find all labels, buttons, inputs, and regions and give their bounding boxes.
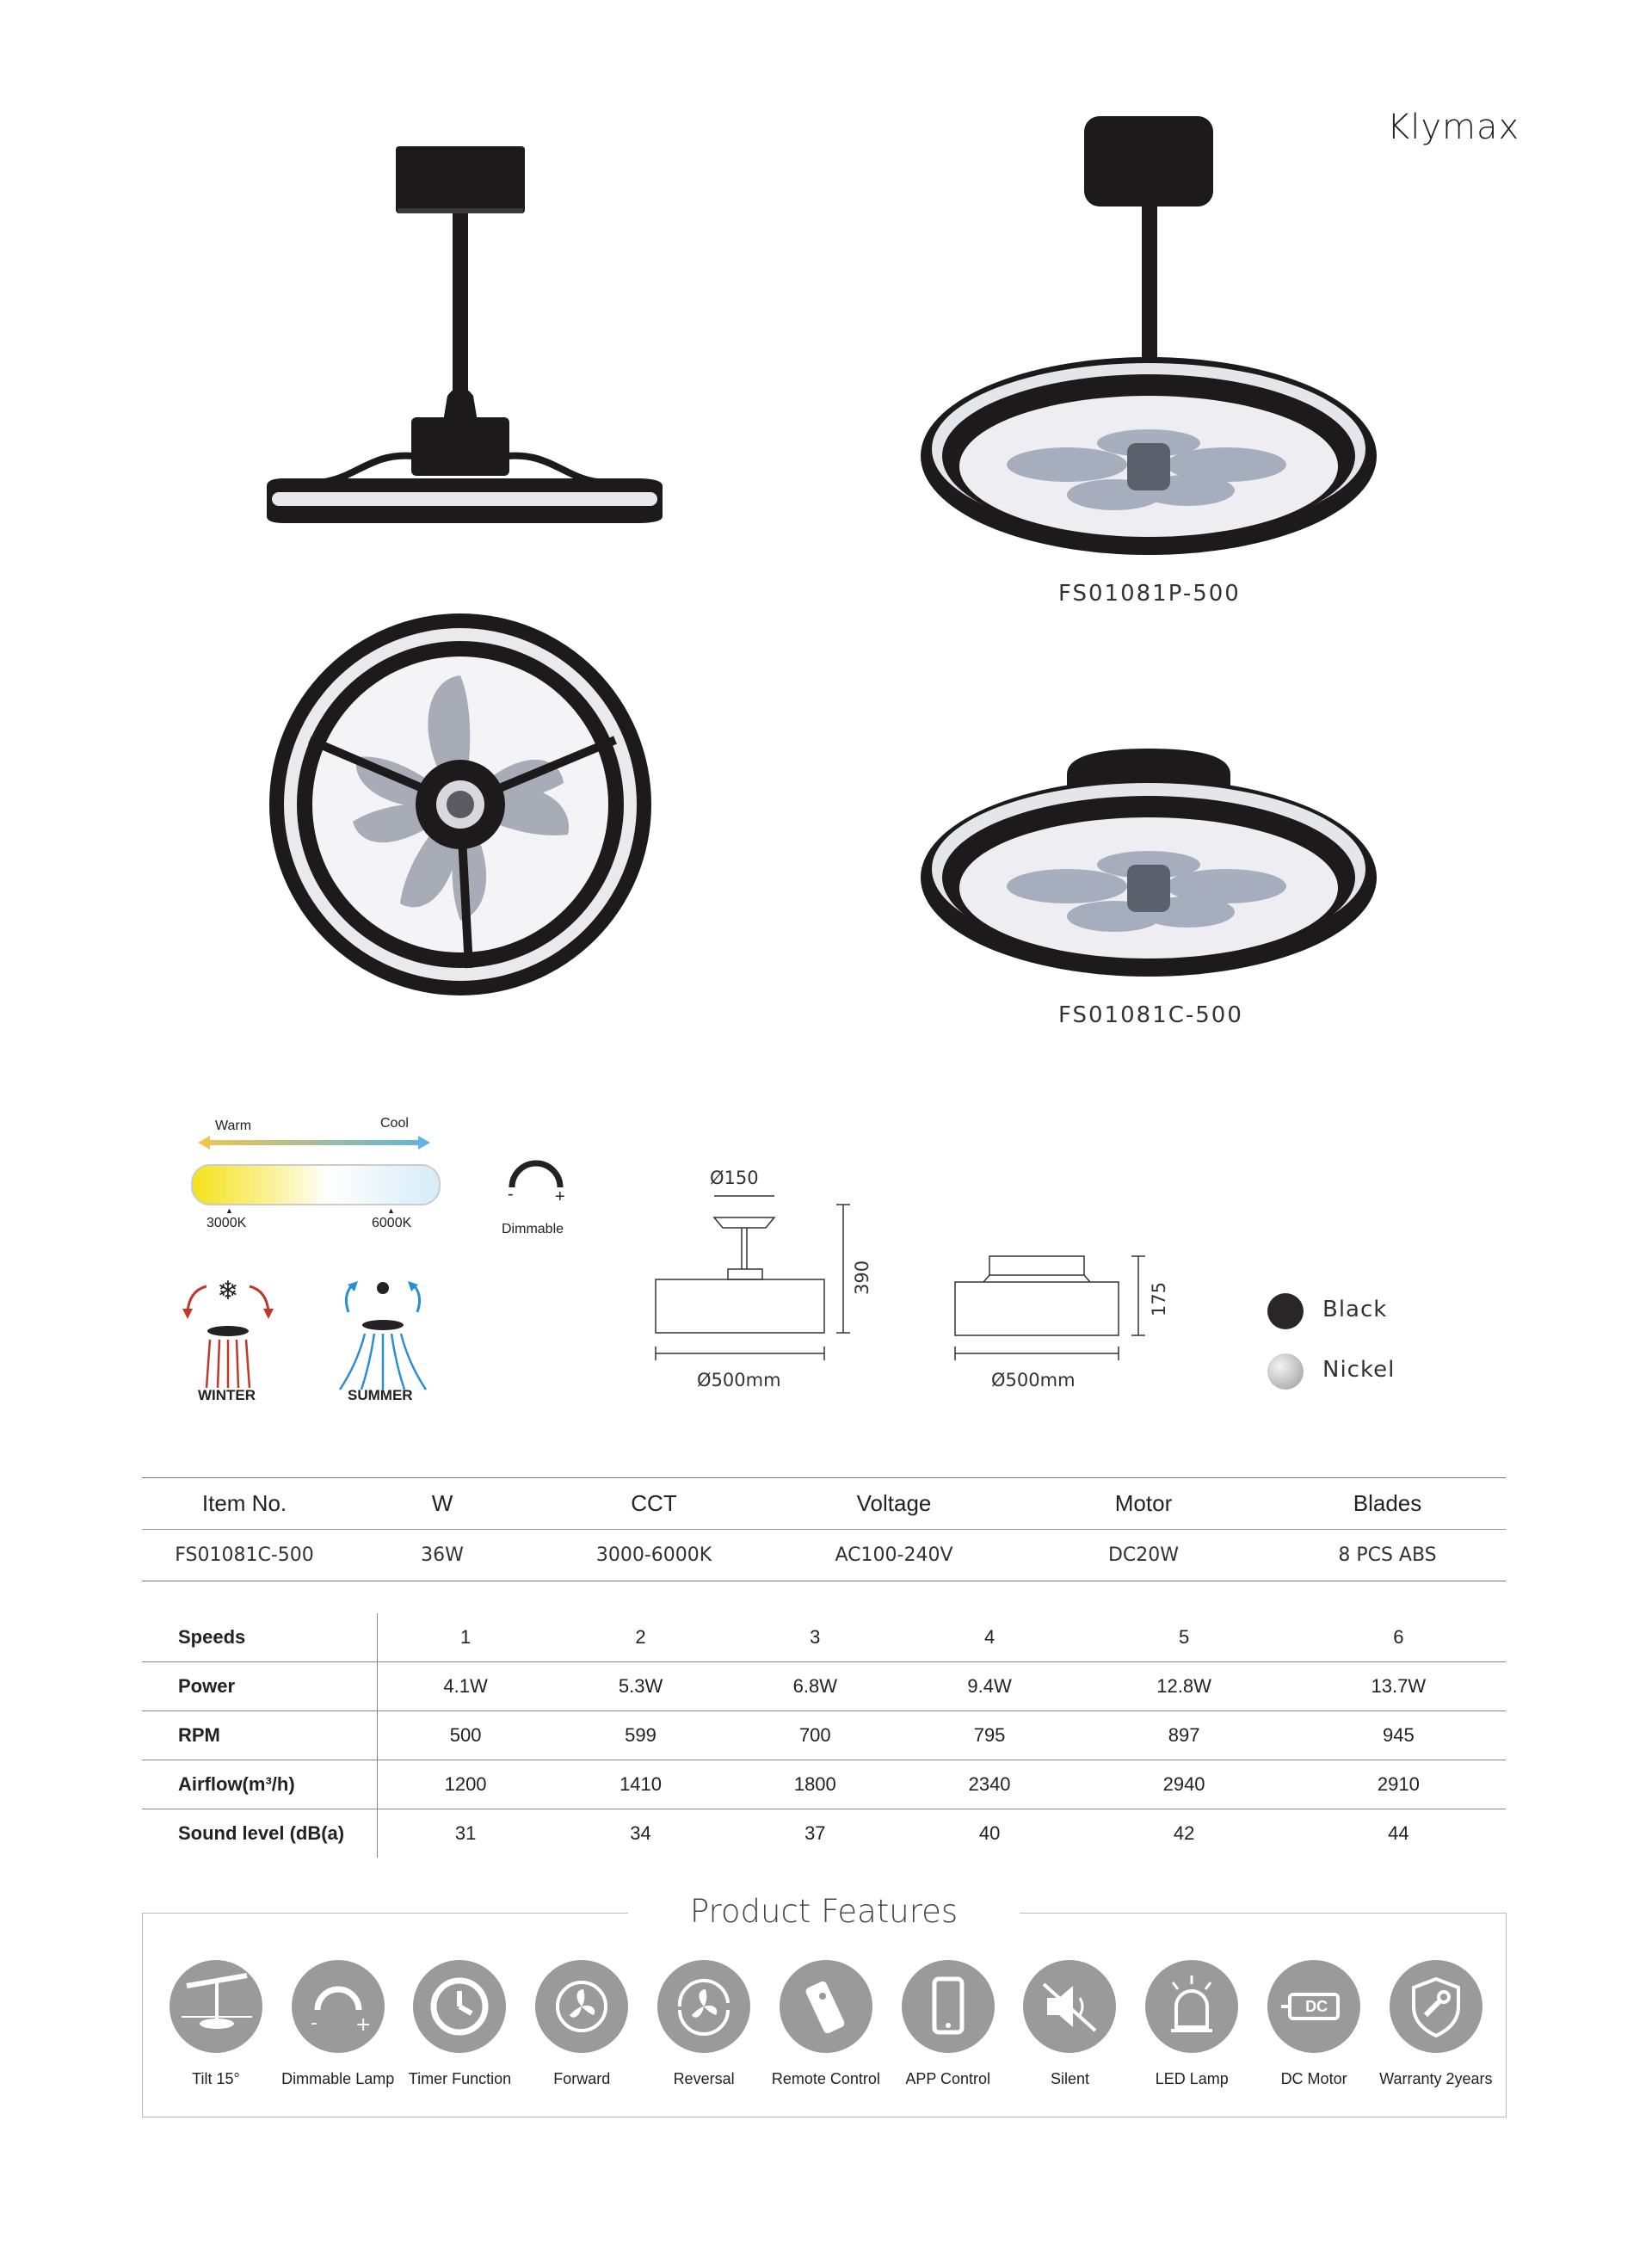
feature-label: Silent	[1050, 2070, 1089, 2087]
feature-label: APP Control	[905, 2070, 991, 2087]
feature-item	[1375, 1960, 1497, 2088]
fan-pendant-image	[916, 112, 1381, 568]
remote-control-icon	[780, 1960, 872, 2053]
feature-label: Dimmable Lamp	[281, 2070, 395, 2087]
perf-cell: 3	[728, 1613, 903, 1662]
perf-cell: 795	[903, 1711, 1077, 1760]
warm-temp-label: 3000K	[206, 1216, 247, 1230]
pendant-height: 390	[852, 1260, 872, 1295]
feature-item	[521, 1960, 643, 2088]
model-label-pendant: FS01081P-500	[1058, 581, 1241, 607]
spec-header: Motor	[1018, 1478, 1269, 1530]
svg-text:❄: ❄	[217, 1277, 239, 1305]
features-row	[155, 1960, 1497, 2088]
perf-cell: 897	[1076, 1711, 1291, 1760]
perf-cell: 1800	[728, 1760, 903, 1809]
swatch-nickel-label: Nickel	[1322, 1357, 1396, 1383]
svg-text:-: -	[310, 2013, 317, 2034]
fan-side-view-image	[232, 138, 697, 551]
led-lamp-icon	[1145, 1960, 1238, 2053]
spec-header: Blades	[1269, 1478, 1506, 1530]
perf-cell: 599	[553, 1711, 728, 1760]
feature-item	[1131, 1960, 1253, 2088]
spec-cell: 8 PCS ABS	[1269, 1530, 1506, 1581]
feature-item	[1009, 1960, 1131, 2088]
tilt-icon	[170, 1960, 262, 2053]
spec-cell: 3000-6000K	[538, 1530, 770, 1581]
perf-cell: 5	[1076, 1613, 1291, 1662]
perf-cell: 44	[1388, 1822, 1409, 1844]
perf-row	[142, 1760, 1506, 1809]
feature-label: Remote Control	[771, 2070, 880, 2087]
perf-cell: 31	[454, 1822, 477, 1844]
spec-data-row	[142, 1530, 1506, 1581]
feature-item	[643, 1960, 765, 2088]
perf-cell: 9.4W	[903, 1662, 1077, 1711]
perf-cell: 4.1W	[378, 1662, 554, 1711]
feature-item	[155, 1960, 277, 2088]
spec-cell: AC100-240V	[770, 1530, 1018, 1581]
spec-table	[142, 1477, 1506, 1581]
perf-cell: 1410	[553, 1760, 728, 1809]
perf-cell: 37	[804, 1822, 826, 1844]
spec-header: W	[347, 1478, 538, 1530]
silent-icon	[1023, 1960, 1116, 2053]
dc-motor-icon	[1267, 1960, 1360, 2053]
pendant-top-diameter: Ø150	[710, 1168, 759, 1188]
feature-label: DC Motor	[1280, 2070, 1347, 2087]
warm-marker: ▲	[225, 1206, 233, 1215]
perf-cell: 4	[903, 1613, 1077, 1662]
cct-gradient-bar	[191, 1164, 441, 1205]
cool-label: Cool	[380, 1116, 409, 1131]
feature-label: Tilt 15°	[192, 2070, 240, 2087]
dimmable-minus: -	[508, 1185, 514, 1204]
feature-label: Reversal	[673, 2070, 735, 2087]
feature-label: Warranty 2years	[1379, 2070, 1493, 2087]
feature-label: LED Lamp	[1155, 2070, 1229, 2087]
perf-cell: 2	[553, 1613, 728, 1662]
dc-badge: DC	[1305, 1998, 1328, 2015]
perf-cell: 2940	[1076, 1760, 1291, 1809]
timer-icon	[413, 1960, 506, 2053]
summer-label: SUMMER	[348, 1387, 413, 1403]
perf-cell: 34	[630, 1822, 651, 1844]
spec-header: Item No.	[142, 1478, 347, 1530]
winter-mode-icon	[172, 1269, 284, 1398]
perf-cell: 2910	[1291, 1760, 1506, 1809]
dimmable-lamp-icon	[292, 1960, 385, 2053]
ceiling-dimension-drawing	[942, 1252, 1174, 1364]
perf-cell: 1	[378, 1613, 554, 1662]
perf-cell: 6.8W	[728, 1662, 903, 1711]
fan-bottom-view-image	[258, 602, 663, 1007]
perf-label: Airflow(m³/h)	[142, 1760, 378, 1809]
perf-cell: 1200	[378, 1760, 554, 1809]
cool-marker: ▲	[387, 1206, 395, 1215]
app-control-icon	[902, 1960, 995, 2053]
feature-item	[765, 1960, 887, 2088]
reversal-icon	[657, 1960, 750, 2053]
perf-cell: 2340	[903, 1760, 1077, 1809]
pendant-diameter: Ø500mm	[697, 1370, 781, 1390]
feature-item	[1253, 1960, 1375, 2088]
model-label-ceiling: FS01081C-500	[1058, 1002, 1243, 1028]
feature-label: Timer Function	[408, 2070, 512, 2087]
spec-cell: DC20W	[1018, 1530, 1269, 1581]
forward-icon	[535, 1960, 628, 2053]
svg-text:+: +	[354, 2014, 372, 2036]
feature-item	[277, 1960, 399, 2088]
spec-cell: 36W	[347, 1530, 538, 1581]
perf-cell: 40	[978, 1822, 1001, 1844]
perf-cell: 500	[378, 1711, 554, 1760]
ceiling-height: 175	[1149, 1281, 1169, 1316]
perf-label: Power	[142, 1662, 378, 1711]
swatch-nickel	[1267, 1353, 1304, 1390]
winter-label: WINTER	[198, 1387, 256, 1403]
features-title: Product Features	[628, 1893, 1020, 1930]
perf-cell: 700	[728, 1711, 903, 1760]
perf-cell: 945	[1291, 1711, 1506, 1760]
dimmable-label: Dimmable	[502, 1222, 564, 1236]
dimmable-plus: +	[555, 1187, 565, 1206]
fan-ceiling-image	[916, 740, 1381, 998]
feature-item	[399, 1960, 521, 2088]
perf-label: Speeds	[142, 1613, 378, 1662]
feature-label: Forward	[553, 2070, 611, 2087]
perf-cell: 5.3W	[553, 1662, 728, 1711]
swatch-black	[1267, 1293, 1304, 1329]
swatch-black-label: Black	[1322, 1297, 1388, 1322]
perf-row	[142, 1711, 1506, 1760]
spec-header-row	[142, 1478, 1506, 1530]
summer-mode-icon	[327, 1269, 439, 1398]
warm-label: Warm	[215, 1119, 252, 1133]
perf-row	[142, 1613, 1506, 1662]
perf-row	[142, 1662, 1506, 1711]
warranty-icon	[1390, 1960, 1482, 2053]
brand-name: Klymax	[1387, 108, 1520, 147]
feature-item	[887, 1960, 1009, 2088]
cct-arrow	[198, 1134, 430, 1151]
spec-header: Voltage	[770, 1478, 1018, 1530]
perf-cell: 13.7W	[1291, 1662, 1506, 1711]
perf-row	[142, 1809, 1506, 1858]
spec-header: CCT	[538, 1478, 770, 1530]
perf-cell: 6	[1291, 1613, 1506, 1662]
spec-cell: FS01081C-500	[142, 1530, 347, 1581]
perf-cell: 12.8W	[1076, 1662, 1291, 1711]
performance-table	[142, 1613, 1506, 1858]
pendant-dimension-drawing	[645, 1192, 878, 1364]
cool-temp-label: 6000K	[372, 1216, 412, 1230]
ceiling-diameter: Ø500mm	[991, 1370, 1076, 1390]
perf-label: Sound level (dB(a)	[142, 1809, 378, 1858]
perf-label: RPM	[142, 1711, 378, 1760]
perf-cell: 42	[1173, 1822, 1195, 1844]
